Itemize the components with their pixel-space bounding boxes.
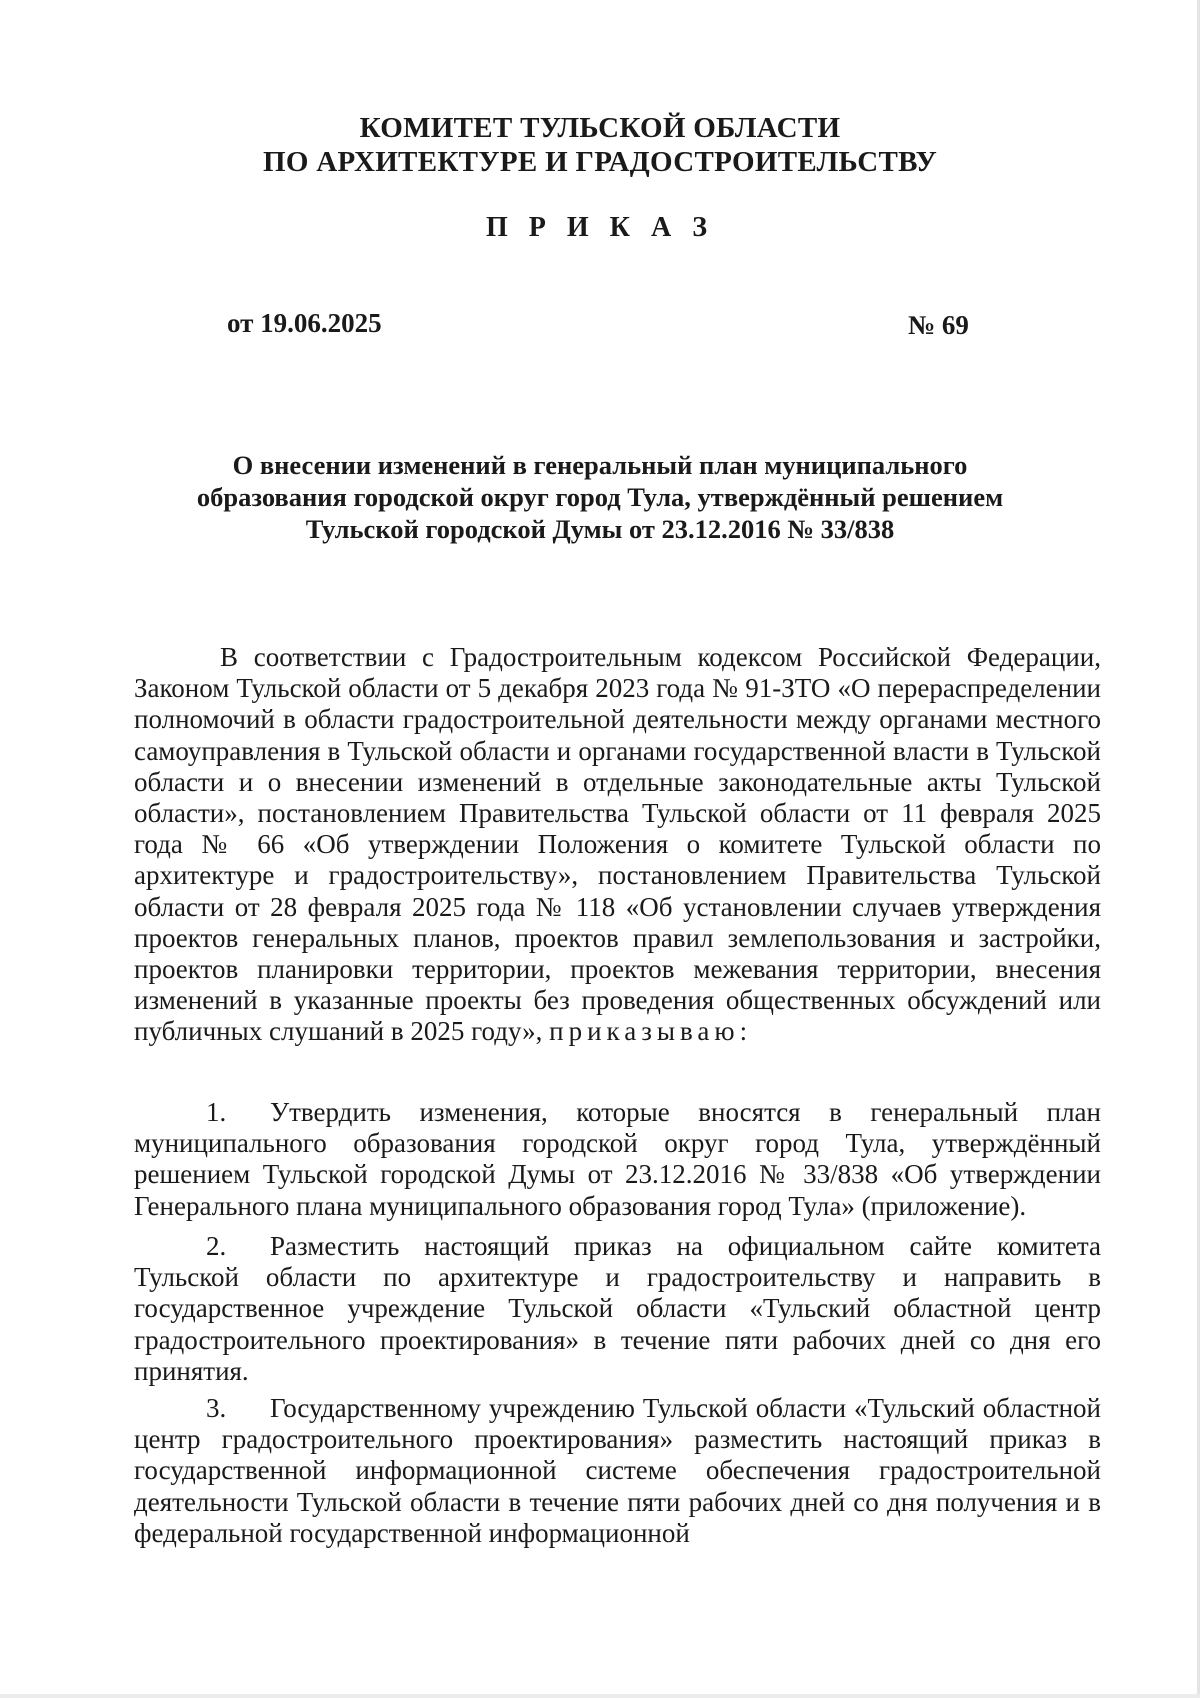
- document-date: от 19.06.2025: [227, 308, 382, 338]
- order-item-number: 2.: [206, 1231, 227, 1261]
- order-item-number: 3.: [206, 1393, 227, 1423]
- order-item-text: Государственному учреждению Тульской области «Тульский областной центр градостроительного проектирования» разместить настоящий приказ в государственной информационной системе обеспечения градостроительной деятельности Тульской области в течение пяти рабочих дней со дня получения и в федеральной государственной информационной: [134, 1393, 1101, 1548]
- order-item-number: 1.: [206, 1097, 227, 1127]
- organization-name-line2: ПО АРХИТЕКТУРЕ И ГРАДОСТРОИТЕЛЬСТВУ: [262, 146, 938, 178]
- order-item-text: Разместить настоящий приказ на официальном сайте комитета Тульской области по архитектуре и градостроительству и направить в государственное учреждение Тульской области «Тульский областной центр градостроительного проектирования» в течение пяти рабочих дней со дня его принятия.: [134, 1231, 1101, 1386]
- order-item-3: [134, 1393, 1101, 1549]
- order-item-1: [134, 1097, 1101, 1222]
- orders-word: приказываю:: [549, 1016, 753, 1047]
- order-item-text: Утвердить изменения, которые вносятся в генеральный план муниципального образования городской округ город Тула, утверждённый решением Тульской городской Думы от 23.12.2016 № 33/838 «Об утверждении Генерального плана муниципального образования город Тула» (приложение).: [134, 1097, 1101, 1221]
- preamble-text-block: [134, 642, 1101, 1048]
- page-bottom-shadow: [0, 1694, 1200, 1698]
- subject-line3: Тульской городской Думы от 23.12.2016 № 33/838: [305, 514, 895, 544]
- order-item-2: [134, 1231, 1101, 1387]
- organization-name-line1: КОМИТЕТ ТУЛЬСКОЙ ОБЛАСТИ: [359, 112, 841, 144]
- subject-line1: О внесении изменений в генеральный план муниципального: [232, 450, 968, 480]
- document-type-title: П Р И К А З: [486, 212, 714, 243]
- preamble-paragraph: [134, 642, 1101, 1048]
- document-number: № 69: [908, 310, 969, 340]
- preamble-text: В соответствии с Градостроительным кодексом Российской Федерации, Законом Тульской области от 5 декабря 2023 года № 91-ЗТО «О перераспределении полномочий в области градостроительной деятельности между органами местного самоуправления в Тульской области и органами государственной власти в Тульской области и о внесении изменений в отдельные законодательные акты Тульской области», постановлением Правительства Тульской области от 11 февраля 2025 года № 66 «Об утверждении Положения о комитете Тульской области по архитектуре и градостроительству», постановлением Правительства Тульской области от 28 февраля 2025 года № 118 «Об установлении случаев утверждения проектов генеральных планов, проектов правил землепользования и застройки, проектов планировки территории, проектов межевания территории, внесения изменений в указанные проекты без проведения общественных обсуждений или публичных слушаний в 2025 году»,: [134, 642, 1101, 1047]
- subject-line2: образования городской округ город Тула, утверждённый решением: [196, 482, 1004, 512]
